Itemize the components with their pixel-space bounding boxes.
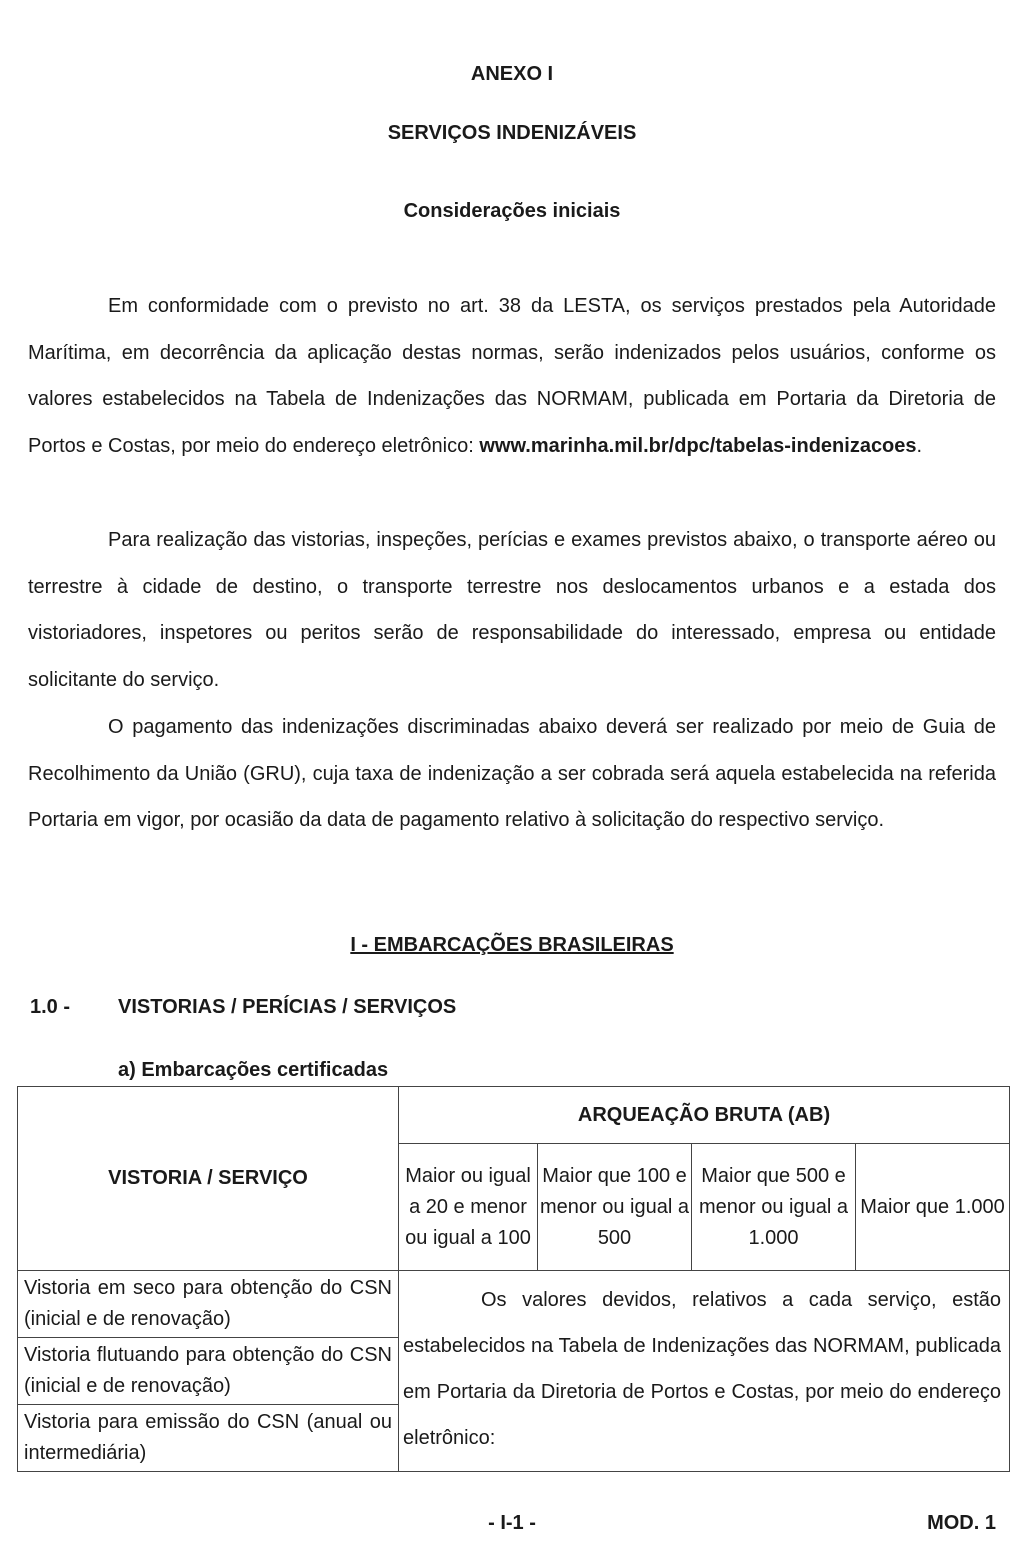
service-column-header: VISTORIA / SERVIÇO <box>18 1087 399 1271</box>
services-table <box>17 1086 1010 1472</box>
column-header: Maior que 500 e menor ou igual a 1.000 <box>692 1144 856 1271</box>
paragraph-1-end: . <box>916 435 923 458</box>
annex-title: ANEXO I <box>470 63 554 85</box>
paragraph-2: Para realização das vistorias, inspeções, perícias e exames previstos abaixo, o transporte aéreo ou terrestre à cidade de destino, o transporte terrestre nos deslocamentos urbanos e a estada dos vistoriadores, inspetores ou peritos serão de responsabilidade do interessado, empresa ou entidade solicitante do serviço. <box>28 529 996 692</box>
column-header: Maior que 100 e menor ou igual a 500 <box>538 1144 692 1271</box>
paragraph-3: O pagamento das indenizações discriminadas abaixo deverá ser realizado por meio de Guia de Recolhimento da União (GRU), cuja taxa de indenização a ser cobrada será aquela estabelecida na referida Portaria em vigor, por ocasião da data de pagamento relativo à solicitação do respectivo serviço. <box>28 716 996 832</box>
column-header: Maior ou igual a 20 e menor ou igual a 100 <box>399 1144 538 1271</box>
table-row-label: Vistoria para emissão do CSN (anual ou intermediária) <box>18 1405 399 1472</box>
column-header: Maior que 1.000 <box>856 1144 1010 1271</box>
table-row-label: Vistoria em seco para obtenção do CSN (inicial e de renovação) <box>18 1271 399 1338</box>
table-row-label: Vistoria flutuando para obtenção do CSN (inicial e de renovação) <box>18 1338 399 1405</box>
page-subtitle: Considerações iniciais <box>403 200 621 222</box>
page-title: SERVIÇOS INDENIZÁVEIS <box>387 122 637 144</box>
model-label: MOD. 1 <box>927 1512 996 1534</box>
section-number: 1.0 - <box>30 996 71 1018</box>
section-title: VISTORIAS / PERÍCIAS / SERVIÇOS <box>118 996 457 1018</box>
gross-tonnage-header: ARQUEAÇÃO BRUTA (AB) <box>399 1087 1010 1144</box>
paragraph-1 <box>28 283 996 470</box>
lesta-url: www.marinha.mil.br/dpc/tabelas-indenizacoes <box>479 435 917 458</box>
subsection-title: a) Embarcações certificadas <box>118 1059 389 1081</box>
page-number: - I-1 - <box>488 1512 536 1534</box>
section-heading: I - EMBARCAÇÕES BRASILEIRAS <box>350 934 674 956</box>
paragraph-1-text: Em conformidade com o previsto no art. 38 da LESTA, os serviços prestados pela Autoridade Marítima, em decorrência da aplicação destas normas, serão indenizados pelos usuários, conforme os valores estabelecidos na Tabela de Indenizações das NORMAM, publicada em Portaria da Diretoria de Portos e Costas, por meio do endereço eletrônico: <box>28 295 996 458</box>
merged-values-cell: Os valores devidos, relativos a cada serviço, estão estabelecidos na Tabela de Indenizações das NORMAM, publicada em Portaria da Diretoria de Portos e Costas, por meio do endereço eletrônico: <box>399 1271 1010 1472</box>
